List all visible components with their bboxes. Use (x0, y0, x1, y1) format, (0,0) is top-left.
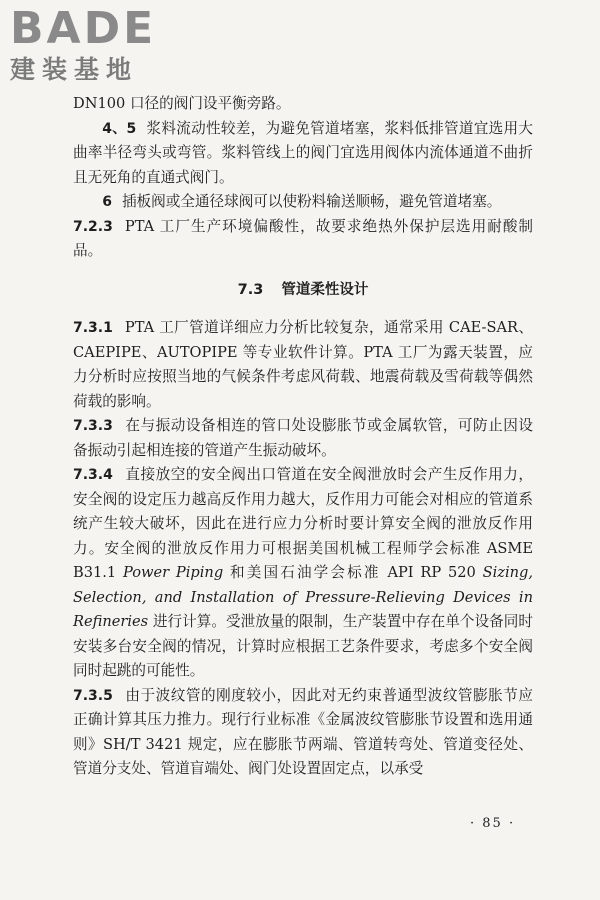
item-number: 4、5 (102, 120, 137, 137)
standard-title-api: Sizing, Selection, and Installation of Pressure-Relieving Devices in Refineries (73, 564, 534, 630)
paragraph-text: 浆料流动性较差，为避免管道堵塞，浆料低排管道宜选用大曲率半径弯头或弯管。浆料管线上的阀门宜选用阀体内流体通道不曲折且无死角的直通式阀门。 (73, 119, 533, 186)
paragraph-text: DN100 口径的阀门设平衡旁路。 (73, 95, 291, 112)
page-number: · 85 · (470, 816, 516, 831)
paragraph-item-6 (73, 190, 533, 215)
clause-7-3-1 (73, 316, 533, 414)
paragraph-text: 和美国石油学会标准 API RP 520 (223, 564, 483, 581)
paragraph-text: PTA 工厂管道详细应力分析比较复杂，通常采用 CAE-SAR、CAEPIPE、AUTOPIPE 等专业软件计算。PTA 工厂为露天装置，应力分析时应按照当地的气候条件考虑风荷载、地震荷载及雪荷载等偶然荷载的影响。 (73, 319, 533, 410)
document-body (73, 92, 533, 782)
item-number: 6 (102, 194, 112, 210)
paragraph-text: 在与振动设备相连的管口处设膨胀节或金属软管，可防止因设备振动引起相连接的管道产生振动破坏。 (73, 417, 533, 459)
clause-number: 7.3.1 (73, 320, 113, 336)
paragraph-item-4-5 (73, 117, 533, 191)
paragraph-text: 进行计算。受泄放量的限制，生产装置中存在单个设备同时安装多台安全阀的情况，计算时应根据工艺条件要求，考虑多个安全阀同时起跳的可能性。 (73, 613, 533, 679)
standard-title-asme: Power Piping (123, 564, 224, 581)
clause-number: 7.2.3 (73, 218, 113, 235)
clause-7-3-3 (73, 414, 533, 463)
paragraph-text: 插板阀或全通径球阀可以使粉料输送顺畅，避免管道堵塞。 (121, 193, 502, 210)
clause-7-3-4 (73, 463, 533, 684)
paragraph-dn100 (73, 92, 533, 117)
clause-number: 7.3.5 (73, 687, 113, 704)
paragraph-text: 直接放空的安全阀出口管道在安全阀泄放时会产生反作用力，安全阀的设定压力越高反作用力越大，反作用力可能会对相应的管道系统产生较大破坏，因此在进行应力分析时要计算安全阀的泄放反作用力。安全阀的泄放反作用力可根据美国机械工程师学会标准 ASME B31.1 (73, 466, 533, 581)
clause-number: 7.3.4 (73, 467, 113, 483)
clause-number: 7.3.3 (73, 418, 113, 434)
logo-brand: BADE (10, 3, 157, 54)
section-number: 7.3 (237, 281, 264, 298)
clause-7-3-5 (73, 684, 533, 782)
paragraph-text: 由于波纹管的刚度较小，因此对无约束普通型波纹管膨胀节应正确计算其压力推力。现行行业标准《金属波纹管膨胀节设置和选用通则》SH/T 3421 规定，应在膨胀节两端、管道转弯处、管道变径处、管道分支处、管道盲端处、阀门处设置固定点，以承受 (73, 686, 533, 777)
paragraph-text: PTA 工厂生产环境偏酸性，故要求绝热外保护层选用耐酸制品。 (73, 217, 533, 259)
clause-7-2-3 (73, 215, 533, 264)
section-title: 管道柔性设计 (281, 281, 369, 298)
bade-logo (10, 3, 180, 88)
logo-subtitle: 建装基地 (10, 55, 139, 84)
section-heading (73, 278, 533, 303)
